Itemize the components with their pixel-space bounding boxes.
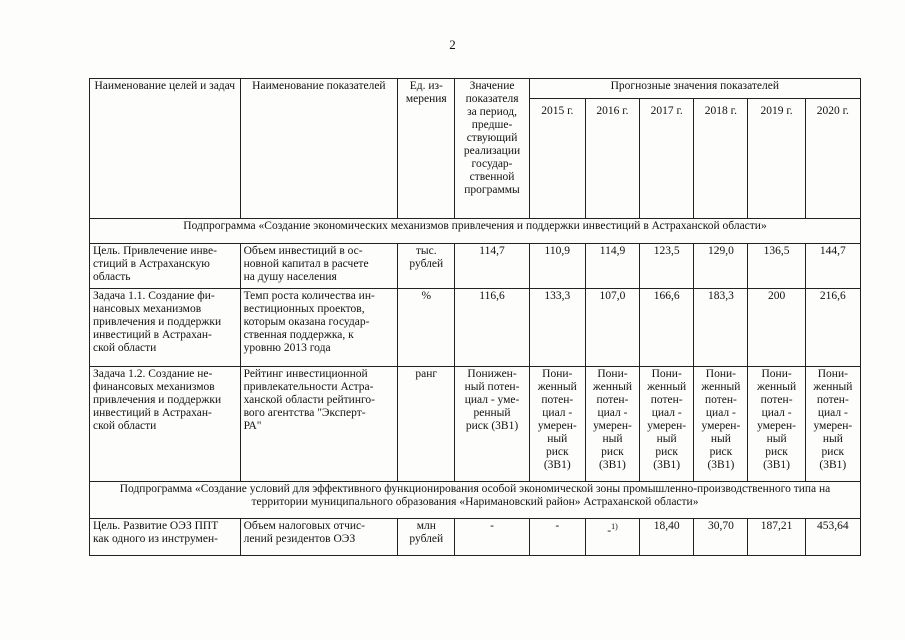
value-cell: Пони- женный потен- циал - умерен- ный риск (3В1) <box>694 367 748 482</box>
value-cell: 129,0 <box>694 244 748 289</box>
footnote-marker: 1) <box>611 522 618 531</box>
value-cell: 18,40 <box>640 519 694 556</box>
table-row <box>90 367 861 482</box>
header-forecast: Прогнозные значения показателей <box>529 79 860 99</box>
value-cell: 107,0 <box>585 289 639 367</box>
subprogram-title: Подпрограмма «Создание условий для эффективного функционирования особой экономической зоны промышленно-производственного типа на территории муниципального образования «Наримановский район» Астраханской области» <box>90 482 861 519</box>
section-row <box>90 219 861 244</box>
value-cell: 123,5 <box>640 244 694 289</box>
header-indicator: Наименование показателей <box>240 79 398 219</box>
value-cell: 133,3 <box>529 289 585 367</box>
page-number: 2 <box>449 37 456 52</box>
value-cell: 200 <box>748 289 805 367</box>
header-year: 2019 г. <box>748 99 805 219</box>
previous-value-cell: Понижен- ный потен- циал - уме- ренный риск (3В1) <box>455 367 529 482</box>
header-year: 2017 г. <box>640 99 694 219</box>
goal-cell: Задача 1.2. Создание не- финансовых механизмов привлечения и поддержки инвестиций в Астрахан- ской области <box>90 367 241 482</box>
value-cell: 110,9 <box>529 244 585 289</box>
indicator-cell: Рейтинг инвестиционной привлекательности Астра- ханской области рейтинго- вого агентства "Эксперт- РА" <box>240 367 398 482</box>
value-cell: 144,7 <box>805 244 860 289</box>
header-unit: Ед. из- мерения <box>398 79 455 219</box>
subprogram-title: Подпрограмма «Создание экономических механизмов привлечения и поддержки инвестиций в Астраханской области» <box>90 219 861 244</box>
header-row-1 <box>90 79 861 99</box>
goal-cell: Задача 1.1. Создание фи- нансовых механизмов привлечения и поддержки инвестиций в Астрахан- ской области <box>90 289 241 367</box>
table-row <box>90 289 861 367</box>
header-previous-value: Значение показателя за период, предше- ствующий реализации государ- ственной программы <box>455 79 529 219</box>
value-cell: 30,70 <box>694 519 748 556</box>
value-cell: - <box>529 519 585 556</box>
value-cell: 136,5 <box>748 244 805 289</box>
indicator-cell: Темп роста количества ин- вестиционных проектов, которым оказана государ- ственная поддержка, к уровню 2013 года <box>240 289 398 367</box>
value-cell: Пони- женный потен- циал - умерен- ный риск (3В1) <box>585 367 639 482</box>
previous-value-cell: 114,7 <box>455 244 529 289</box>
header-year: 2015 г. <box>529 99 585 219</box>
value-cell: 114,9 <box>585 244 639 289</box>
value-text: - <box>607 524 612 537</box>
indicator-cell: Объем инвестиций в ос- новной капитал в расчете на душу населения <box>240 244 398 289</box>
unit-cell: ранг <box>398 367 455 482</box>
header-year: 2020 г. <box>805 99 860 219</box>
indicators-table <box>89 78 861 556</box>
header-goal: Наименование целей и задач <box>90 79 241 219</box>
value-cell: Пони- женный потен- циал - умерен- ный риск (3В1) <box>748 367 805 482</box>
value-cell: 216,6 <box>805 289 860 367</box>
unit-cell: % <box>398 289 455 367</box>
value-cell: 166,6 <box>640 289 694 367</box>
indicator-cell: Объем налоговых отчис- лений резидентов ОЭЗ <box>240 519 398 556</box>
section-row <box>90 482 861 519</box>
goal-cell: Цель. Привлечение инве- стиций в Астраханскую область <box>90 244 241 289</box>
table-row <box>90 244 861 289</box>
value-cell: Пони- женный потен- циал - умерен- ный риск (3В1) <box>640 367 694 482</box>
header-year: 2016 г. <box>585 99 639 219</box>
value-cell: 453,64 <box>805 519 860 556</box>
value-cell <box>585 519 639 556</box>
value-cell: Пони- женный потен- циал - умерен- ный риск (3В1) <box>805 367 860 482</box>
value-cell: Пони- женный потен- циал - умерен- ный риск (3В1) <box>529 367 585 482</box>
unit-cell: тыс. рублей <box>398 244 455 289</box>
value-cell: 183,3 <box>694 289 748 367</box>
previous-value-cell: - <box>455 519 529 556</box>
goal-cell: Цель. Развитие ОЭЗ ППТ как одного из инструмен- <box>90 519 241 556</box>
value-cell: 187,21 <box>748 519 805 556</box>
table-row <box>90 519 861 556</box>
previous-value-cell: 116,6 <box>455 289 529 367</box>
header-year: 2018 г. <box>694 99 748 219</box>
unit-cell: млн рублей <box>398 519 455 556</box>
